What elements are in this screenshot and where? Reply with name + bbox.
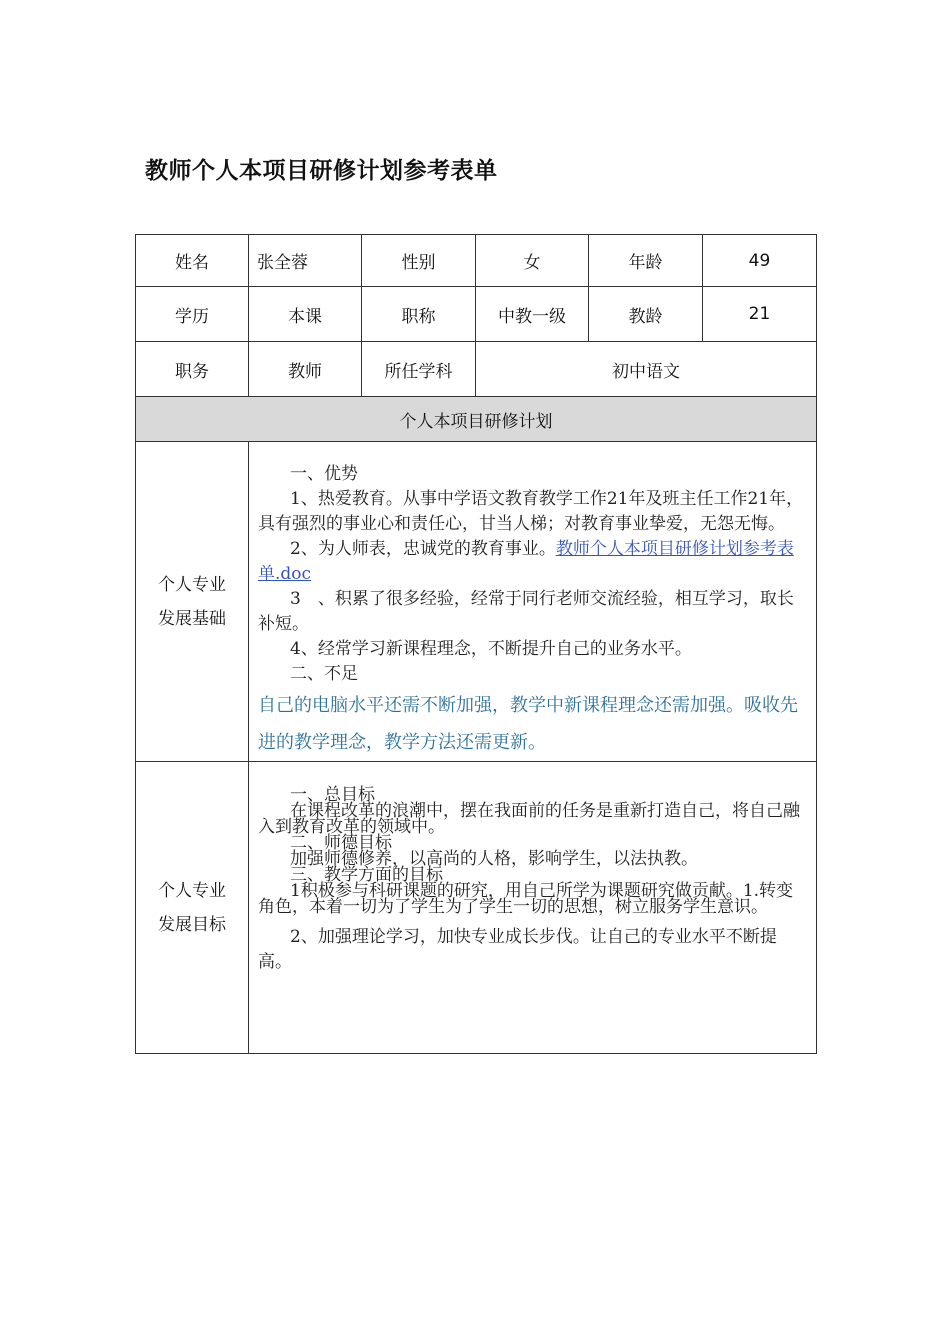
basis-label-line1: 个人专业 <box>158 574 226 595</box>
education-value: 本课 <box>249 287 362 342</box>
professional-title-value: 中教一级 <box>476 287 589 342</box>
info-row-1 <box>136 235 817 287</box>
info-row-2 <box>136 287 817 342</box>
goals-teaching-heading: 三、教学方面的目标 <box>290 865 443 885</box>
basis-row <box>136 442 817 762</box>
basis-weakness-heading: 二、不足 <box>290 664 358 684</box>
teaching-years-value: 21 <box>703 287 817 342</box>
name-label: 姓名 <box>136 235 249 287</box>
gender-value: 女 <box>476 235 589 287</box>
goals-content <box>249 762 817 1054</box>
basis-content <box>249 442 817 762</box>
info-row-3 <box>136 342 817 397</box>
duty-label: 职务 <box>136 342 249 397</box>
gender-label: 性别 <box>362 235 476 287</box>
basis-weakness-text: 自己的电脑水平还需不断加强，教学中新课程理念还需加强。吸收先进的教学理念，教学方法还需更新。 <box>258 695 798 753</box>
basis-strength-2-text: 2、为人师表，忠诚党的教育事业。 <box>290 539 556 559</box>
basis-strengths-heading: 一、优势 <box>290 464 358 484</box>
professional-title-label: 职称 <box>362 287 476 342</box>
basis-strength-1: 1、热爱教育。从事中学语文教育教学工作21年及班主任工作21年，具有强烈的事业心和责任心，甘当人梯；对教育事业挚爱，无怨无悔。 <box>258 489 804 534</box>
section-header-row <box>136 397 817 442</box>
age-value: 49 <box>703 235 817 287</box>
goals-overall-text: 在课程改革的浪潮中，摆在我面前的任务是重新打造自己，将自己融入到教育改革的领域中。 <box>258 801 800 837</box>
basis-strength-4: 4、经常学习新课程理念，不断提升自己的业务水平。 <box>290 639 692 659</box>
age-label: 年龄 <box>589 235 703 287</box>
document-title: 教师个人本项目研修计划参考表单 <box>145 158 498 184</box>
goals-teaching-text-1: 1积极参与科研课题的研究，用自己所学为课题研究做贡献。1.转变角色，本着一切为了学生为了学生一切的思想，树立服务学生意识。 <box>258 881 794 917</box>
goals-teaching-text-2: 2、加强理论学习，加快专业成长步伐。让自己的专业水平不断提高。 <box>258 927 777 972</box>
basis-label <box>136 442 249 762</box>
goals-label <box>136 762 249 1054</box>
goals-label-line1: 个人专业 <box>158 880 226 901</box>
goals-ethics-heading: 二、师德目标 <box>290 833 392 853</box>
basis-label-line2: 发展基础 <box>158 608 226 629</box>
reference-doc-link[interactable]: 教师个人本项目研修计划参考表单.doc <box>258 539 794 584</box>
subject-label: 所任学科 <box>362 342 476 397</box>
duty-value: 教师 <box>249 342 362 397</box>
goals-overall-heading: 一、总目标 <box>290 785 375 805</box>
goals-ethics-text: 加强师德修养，以高尚的人格，影响学生，以法执教。 <box>290 849 698 869</box>
plan-form-table <box>135 234 817 1054</box>
teaching-years-label: 教龄 <box>589 287 703 342</box>
goals-label-line2: 发展目标 <box>158 914 226 935</box>
goals-row <box>136 762 817 1054</box>
education-label: 学历 <box>136 287 249 342</box>
subject-value: 初中语文 <box>476 342 817 397</box>
name-value: 张全蓉 <box>249 235 362 287</box>
section-header: 个人本项目研修计划 <box>136 397 817 442</box>
basis-strength-3: 3 、积累了很多经验，经常于同行老师交流经验，相互学习，取长补短。 <box>258 589 794 634</box>
basis-strength-2 <box>258 537 808 587</box>
